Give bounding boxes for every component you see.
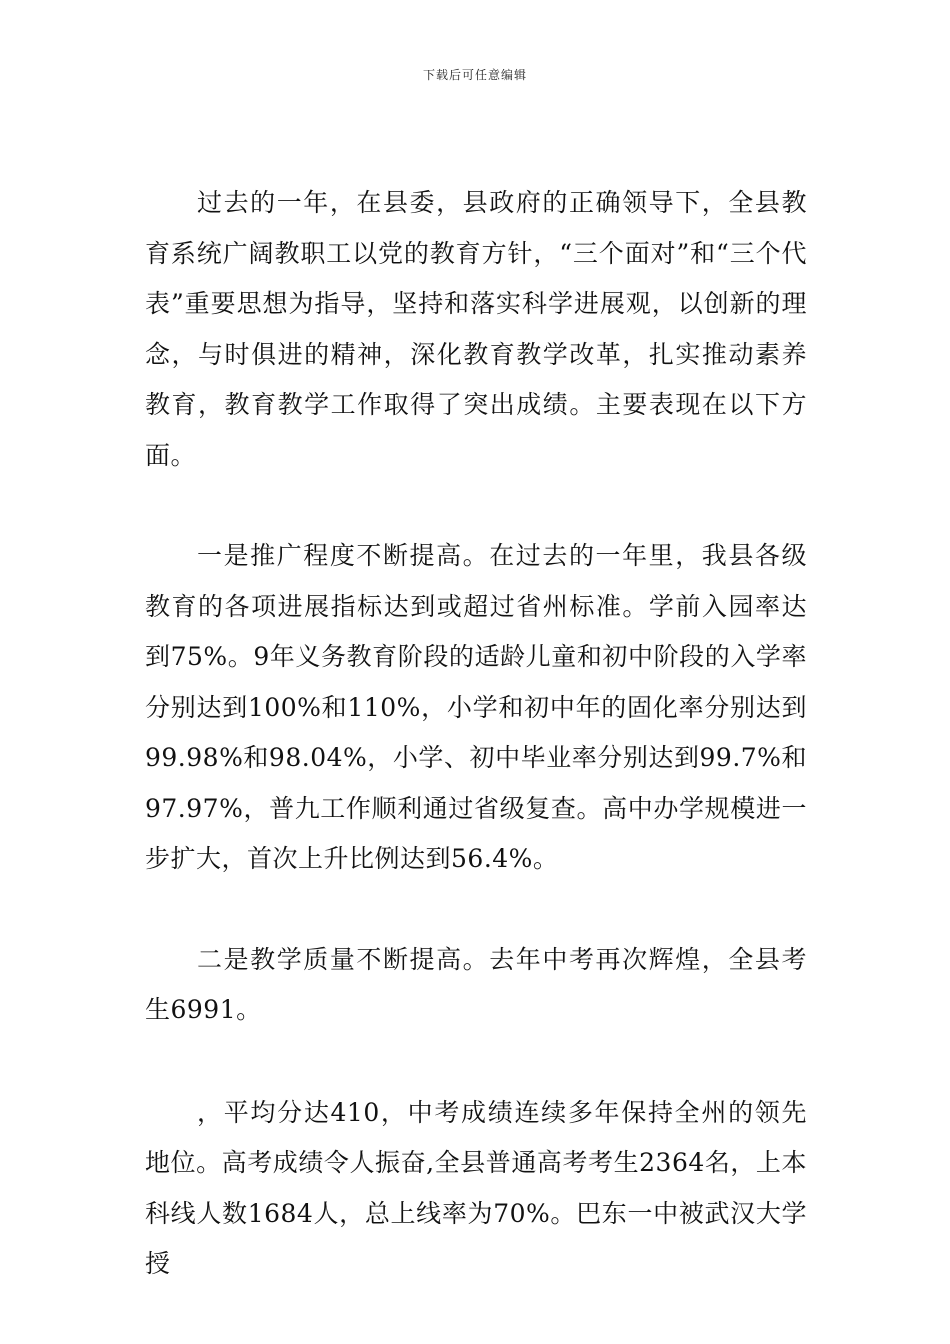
paragraph-continuation: ，平均分达410，中考成绩连续多年保持全州的领先地位。高考成绩令人振奋,全县普通高考考生2364名，上本科线人数1684人，总上线率为70%。巴东一中被武汉大学授 [145,1097,807,1278]
paragraph-point-one: 一是推广程度不断提高。在过去的一年里，我县各级教育的各项进展指标达到或超过省州标准。学前入园率达到75%。9年义务教育阶段的适龄儿童和初中阶段的入学率分别达到100%和110%，小学和初中年的固化率分别达到99.98%和98.04%，小学、初中毕业率分别达到99.7%和97.97%，普九工作顺利通过省级复查。高中办学规模进一步扩大，首次上升比例达到56.4%。 [145,541,807,873]
document-body [145,178,807,1290]
page-header-note: 下载后可任意编辑 [422,68,527,82]
paragraph-intro: 过去的一年，在县委，县政府的正确领导下，全县教育系统广阔教职工以党的教育方针，“三个面对”和“三个代表”重要思想为指导，坚持和落实科学进展观，以创新的理念，与时俱进的精神，深化教育教学改革，扎实推动素养教育，教育教学工作取得了突出成绩。主要表现在以下方面。 [145,188,807,470]
paragraph-point-two: 二是教学质量不断提高。去年中考再次辉煌，全县考生6991。 [145,944,807,1024]
